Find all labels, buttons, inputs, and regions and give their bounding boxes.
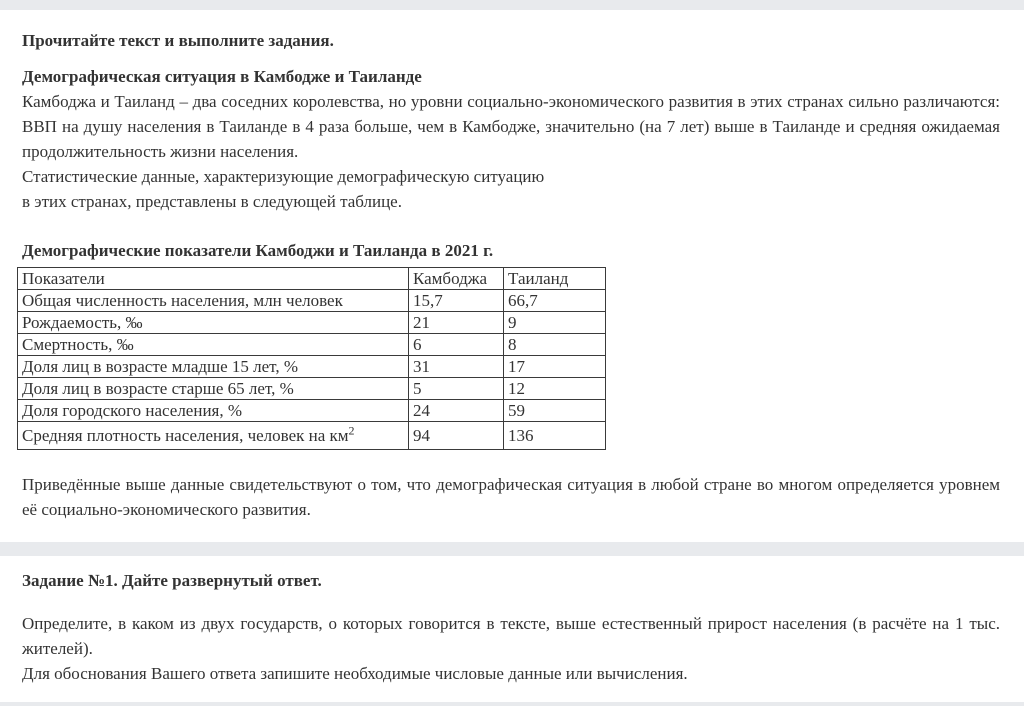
- section-divider-band: [0, 542, 1024, 556]
- cambodia-value-cell: 5: [409, 378, 504, 400]
- table-row: [18, 378, 606, 400]
- table-header-thailand: Таиланд: [504, 268, 606, 290]
- thailand-value-cell: 12: [504, 378, 606, 400]
- indicator-cell: Доля городского населения, %: [18, 400, 409, 422]
- task-section: [0, 556, 1024, 686]
- indicator-cell: Общая численность населения, млн человек: [18, 290, 409, 312]
- thailand-value-cell: 17: [504, 356, 606, 378]
- table-row: [18, 422, 606, 450]
- table-row: [18, 312, 606, 334]
- cambodia-value-cell: 15,7: [409, 290, 504, 312]
- table-header-row: [18, 268, 606, 290]
- instruction-heading: Прочитайте текст и выполните задания.: [22, 31, 334, 50]
- indicator-text: Средняя плотность населения, человек на км: [22, 426, 349, 445]
- table-row: [18, 400, 606, 422]
- indicator-cell: [18, 422, 409, 450]
- top-divider-bar: [0, 0, 1024, 10]
- thailand-value-cell: 66,7: [504, 290, 606, 312]
- thailand-value-cell: 9: [504, 312, 606, 334]
- indicator-cell: Доля лиц в возрасте младше 15 лет, %: [18, 356, 409, 378]
- thailand-value-cell: 59: [504, 400, 606, 422]
- thailand-value-cell: 136: [504, 422, 606, 450]
- table-row: [18, 290, 606, 312]
- stats-sentence-line1: Статистические данные, характеризующие демографическую ситуацию: [22, 167, 545, 186]
- table-header-cambodia: Камбоджа: [409, 268, 504, 290]
- intro-paragraph: Камбоджа и Таиланд – два соседних королевства, но уровни социально-экономического развития в этих странах сильно различаются: ВВП на душу населения в Таиланде в 4 раза больше, чем в Камбодже, значительно (на 7 лет) выше в Таиланде и средняя ожидаемая продолжительность жизни населения.: [22, 92, 1000, 161]
- cambodia-value-cell: 24: [409, 400, 504, 422]
- indicator-cell: Доля лиц в возрасте старше 65 лет, %: [18, 378, 409, 400]
- table-header-indicator: Показатели: [18, 268, 409, 290]
- task-instruction: Для обоснования Вашего ответа запишите необходимые числовые данные или вычисления.: [22, 664, 688, 683]
- bottom-divider-bar: [0, 702, 1024, 706]
- table-row: [18, 334, 606, 356]
- thailand-value-cell: 8: [504, 334, 606, 356]
- cambodia-value-cell: 94: [409, 422, 504, 450]
- conclusion-paragraph: Приведённые выше данные свидетельствуют о том, что демографическая ситуация в любой стране во многом определяется уровнем её социально-экономического развития.: [22, 475, 1000, 519]
- cambodia-value-cell: 21: [409, 312, 504, 334]
- table-row: [18, 356, 606, 378]
- task-heading: Задание №1. Дайте развернутый ответ.: [22, 571, 322, 590]
- article-title: Демографическая ситуация в Камбодже и Таиланде: [22, 67, 422, 86]
- demographics-table: [17, 267, 606, 450]
- cambodia-value-cell: 6: [409, 334, 504, 356]
- superscript-2: 2: [348, 423, 355, 438]
- cambodia-value-cell: 31: [409, 356, 504, 378]
- reading-section: [0, 10, 1024, 522]
- task-question: Определите, в каком из двух государств, о которых говорится в тексте, выше естественный прирост населения (в расчёте на 1 тыс. жителей).: [22, 614, 1000, 658]
- indicator-cell: Рождаемость, ‰: [18, 312, 409, 334]
- table-title: Демографические показатели Камбоджи и Таиланда в 2021 г.: [22, 241, 494, 260]
- indicator-cell: Смертность, ‰: [18, 334, 409, 356]
- stats-sentence-line2: в этих странах, представлены в следующей таблице.: [22, 192, 402, 211]
